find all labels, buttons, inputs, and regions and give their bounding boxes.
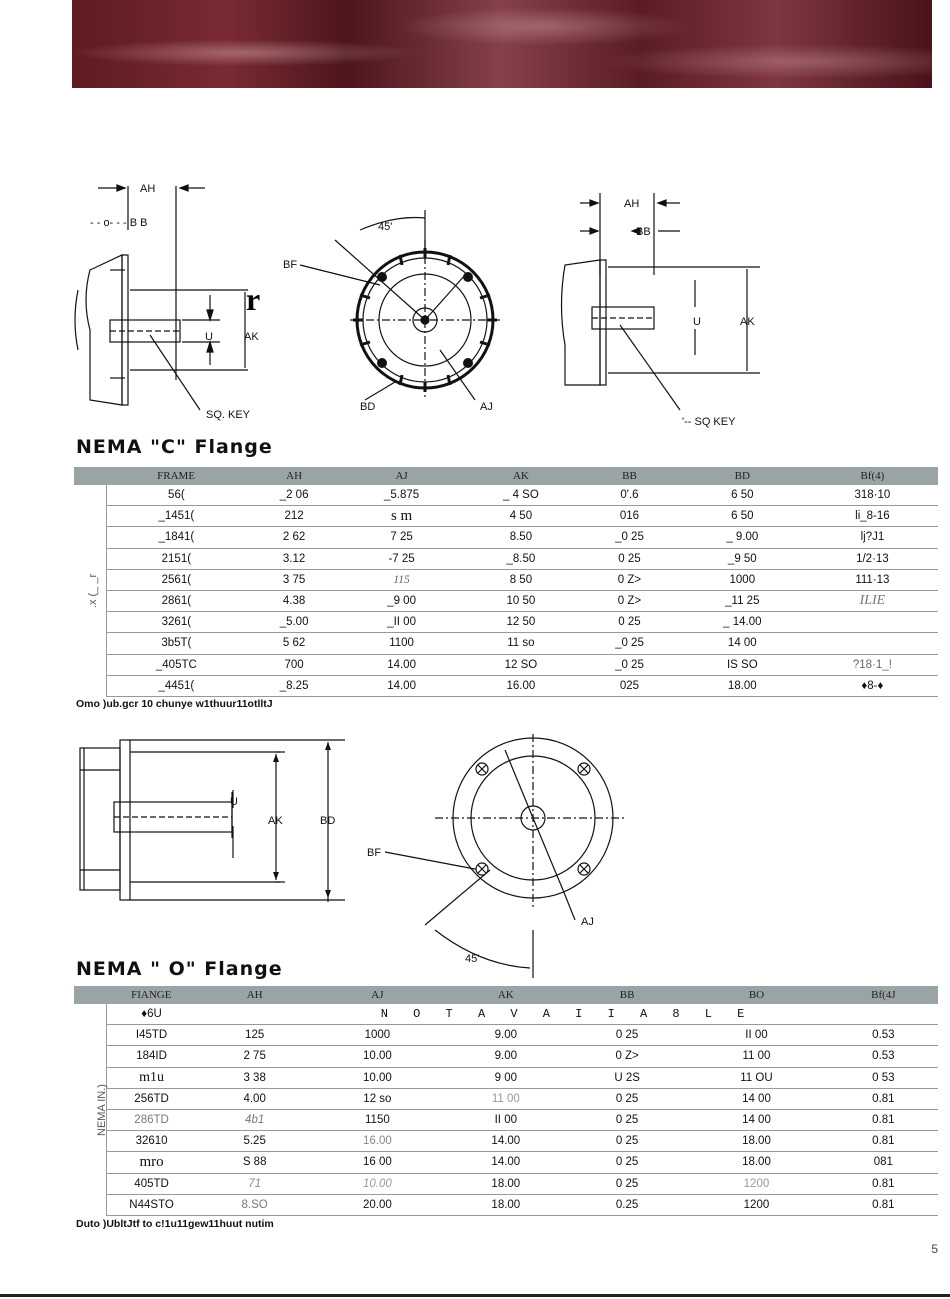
cell: 1100 (342, 633, 460, 654)
d-flange-rows (74, 1004, 938, 1215)
dim-aj-d: AJ (581, 916, 594, 928)
cell: 12 50 (461, 612, 581, 633)
cell: 2 75 (196, 1046, 313, 1067)
cell: 0 25 (570, 1152, 684, 1173)
cell: 0 25 (581, 548, 678, 569)
header-ah: AH (196, 986, 313, 1004)
cell: ♦6U (107, 1004, 197, 1025)
cell: _4451( (107, 675, 246, 696)
cell: 4 50 (461, 506, 581, 527)
cell: 2151( (107, 548, 246, 569)
cell: 2861( (107, 590, 246, 611)
cell: 8 50 (461, 569, 581, 590)
header-bf: Bf(4J (829, 986, 938, 1004)
cell: 0 25 (581, 612, 678, 633)
table-row (74, 612, 938, 633)
cell: -7 25 (342, 548, 460, 569)
cell: 11 OU (684, 1067, 829, 1088)
header-bb: BB (581, 467, 678, 485)
c-flange-title: NEMA "C" Flange (76, 436, 273, 458)
cell: 14 00 (684, 1109, 829, 1130)
header-bf: Bf(4) (807, 467, 938, 485)
cell: _ 14.00 (678, 612, 807, 633)
cell: 12 so (313, 1088, 441, 1109)
cell: 6 50 (678, 485, 807, 506)
table-row (74, 1131, 938, 1152)
cell: _II 00 (342, 612, 460, 633)
header-ah: AH (246, 467, 343, 485)
cell: 18.00 (442, 1194, 570, 1215)
cell: I45TD (107, 1025, 197, 1046)
c-flange-rows (74, 485, 938, 696)
table-row (74, 675, 938, 696)
dim-ak: AK (244, 331, 259, 343)
cell: 0 25 (570, 1109, 684, 1130)
cell: U 2S (570, 1067, 684, 1088)
cell: 8.SO (196, 1194, 313, 1215)
header-bb: BB (570, 986, 684, 1004)
cell: 125 (196, 1025, 313, 1046)
table-row (74, 548, 938, 569)
cell: 11 00 (684, 1046, 829, 1067)
d-flange-front-view (365, 730, 625, 980)
cell: 405TD (107, 1173, 197, 1194)
header-banner (72, 0, 932, 88)
cell: 12 SO (461, 654, 581, 675)
dim-ah-2: AH (624, 198, 640, 210)
table-row (74, 1194, 938, 1215)
table-row (74, 654, 938, 675)
cell: _0 25 (581, 654, 678, 675)
stray-mark: r (246, 281, 261, 317)
cell: 286TD (107, 1109, 197, 1130)
page-number: 5 (931, 1242, 938, 1256)
cell: _5.875 (342, 485, 460, 506)
d-flange-side-view (70, 730, 360, 910)
cell: _ 9.00 (678, 527, 807, 548)
cell: 56( (107, 485, 246, 506)
cell: 16 00 (313, 1152, 441, 1173)
cell: 18.00 (678, 675, 807, 696)
cell: 1000 (313, 1025, 441, 1046)
cell: 1150 (313, 1109, 441, 1130)
cell: 6 50 (678, 506, 807, 527)
header-ak: AK (461, 467, 581, 485)
cell: _0 25 (581, 633, 678, 654)
dim-angle-d: 45' (465, 953, 480, 965)
cell: 3b5T( (107, 633, 246, 654)
table-row (74, 485, 938, 506)
cell: 0.81 (829, 1088, 938, 1109)
cell: _8.50 (461, 548, 581, 569)
cell: II 00 (684, 1025, 829, 1046)
cell: 18.00 (442, 1173, 570, 1194)
cell: 32610 (107, 1131, 197, 1152)
cell: 2561( (107, 569, 246, 590)
cell: ?18·1_! (807, 654, 938, 675)
side-label-cell (74, 485, 107, 696)
cell: 212 (246, 506, 343, 527)
cell: ♦8-♦ (807, 675, 938, 696)
cell: 10.00 (313, 1046, 441, 1067)
cell: 14.00 (342, 654, 460, 675)
cell: 0.81 (829, 1131, 938, 1152)
cell: _ 4 SO (461, 485, 581, 506)
cell: 3261( (107, 612, 246, 633)
cell: 10.00 (313, 1173, 441, 1194)
cell: 2 62 (246, 527, 343, 548)
cell: _1451( (107, 506, 246, 527)
cell: 9.00 (442, 1046, 570, 1067)
side-label: NEMA IN.) (95, 1083, 108, 1136)
cell: 14.00 (442, 1152, 570, 1173)
dim-ah: AH (140, 183, 156, 195)
table-row (74, 527, 938, 548)
header-frame: FRAME (107, 467, 246, 485)
cell: 016 (581, 506, 678, 527)
cell: s m (342, 506, 460, 527)
cell: 9.00 (442, 1025, 570, 1046)
dim-angle: 45' (378, 221, 393, 233)
table-row (74, 1004, 938, 1025)
dim-u-d: U (230, 796, 238, 808)
cell: 0.81 (829, 1194, 938, 1215)
cell: _5.00 (246, 612, 343, 633)
cell: II 00 (442, 1109, 570, 1130)
dim-sq-key: SQ. KEY (206, 409, 251, 421)
table-row (74, 1025, 938, 1046)
cell: 111·13 (807, 569, 938, 590)
header-blank (74, 986, 107, 1004)
table-row (74, 506, 938, 527)
cell: _2 06 (246, 485, 343, 506)
cell: 1000 (678, 569, 807, 590)
cell: 18.00 (684, 1152, 829, 1173)
table-header-row (74, 986, 938, 1004)
cell: 20.00 (313, 1194, 441, 1215)
cell: _11 25 (678, 590, 807, 611)
cell: 025 (581, 675, 678, 696)
cell: 9 00 (442, 1067, 570, 1088)
table-row (74, 590, 938, 611)
cell: 18.00 (684, 1131, 829, 1152)
cell: 14.00 (442, 1131, 570, 1152)
dim-bd: BD (360, 401, 376, 413)
header-flange: FIANGE (107, 986, 197, 1004)
cell: S 88 (196, 1152, 313, 1173)
dim-bf-d: BF (367, 847, 382, 859)
cell: 0 Z> (581, 569, 678, 590)
cell: 0.81 (829, 1173, 938, 1194)
cell: li_8-16 (807, 506, 938, 527)
cell: 0 25 (570, 1173, 684, 1194)
cell: 256TD (107, 1088, 197, 1109)
dim-aj: AJ (480, 401, 493, 413)
cell: 0.81 (829, 1109, 938, 1130)
bottom-rule (0, 1294, 950, 1297)
cell: 3.12 (246, 548, 343, 569)
cell: 4.38 (246, 590, 343, 611)
dim-bb: - - o- - - B B (90, 217, 148, 229)
header-bo: BO (684, 986, 829, 1004)
cell: 0 25 (570, 1025, 684, 1046)
cell: 115 (342, 569, 460, 590)
cell: ILIE (807, 590, 938, 611)
cell: _9 00 (342, 590, 460, 611)
cell: 7 25 (342, 527, 460, 548)
cell: 10.00 (313, 1067, 441, 1088)
cell: 0.53 (829, 1025, 938, 1046)
dim-u: U (205, 331, 213, 343)
dim-bf: BF (283, 259, 298, 271)
cell (807, 612, 938, 633)
cell: 14 00 (684, 1088, 829, 1109)
cell: 0 25 (570, 1131, 684, 1152)
dim-ak-d: AK (268, 815, 283, 827)
cell: 11 00 (442, 1088, 570, 1109)
cell: 0'.6 (581, 485, 678, 506)
c-flange-footnote: Omo )ub.gcr 10 chunye w1thuur11otlltJ (76, 698, 273, 710)
cell: 5 62 (246, 633, 343, 654)
dim-bb-2: BB (636, 226, 651, 238)
side-label-cell (74, 1004, 107, 1215)
cell: N44STO (107, 1194, 197, 1215)
cell: _9 50 (678, 548, 807, 569)
dim-ak-2: AK (740, 316, 755, 328)
cell: 318·10 (807, 485, 938, 506)
cell: 0 53 (829, 1067, 938, 1088)
cell: 0.53 (829, 1046, 938, 1067)
cell: 14 00 (678, 633, 807, 654)
table-row (74, 1046, 938, 1067)
cell: 71 (196, 1173, 313, 1194)
cell: 3 75 (246, 569, 343, 590)
table-row (74, 569, 938, 590)
cell: 16.00 (313, 1131, 441, 1152)
cell: lj?J1 (807, 527, 938, 548)
cell: 700 (246, 654, 343, 675)
cell: m1u (107, 1067, 197, 1088)
cell: 4b1 (196, 1109, 313, 1130)
c-flange-side-view (70, 170, 270, 430)
c-flange-alt-side-view (550, 185, 770, 435)
cell: _1841( (107, 527, 246, 548)
side-label: .x (_ _r (87, 573, 100, 608)
table-row (74, 1088, 938, 1109)
table-row (74, 1152, 938, 1173)
cell: 11 so (461, 633, 581, 654)
d-flange-table (74, 986, 938, 1216)
cell: 16.00 (461, 675, 581, 696)
table-header-row (74, 467, 938, 485)
cell: 0 Z> (570, 1046, 684, 1067)
cell: 1200 (684, 1194, 829, 1215)
dim-bd-d: BD (320, 815, 336, 827)
header-ak: AK (442, 986, 570, 1004)
d-flange-footnote: Duto )UbltJtf to c!1u11gew11huut nutim (76, 1218, 274, 1230)
dim-sq-key-2: '-- SQ KEY (682, 416, 736, 428)
cell: 4.00 (196, 1088, 313, 1109)
header-blank (74, 467, 107, 485)
cell: 1/2·13 (807, 548, 938, 569)
header-bd: BD (678, 467, 807, 485)
cell: 0 25 (570, 1088, 684, 1109)
cell: 1200 (684, 1173, 829, 1194)
cell: 081 (829, 1152, 938, 1173)
header-aj: AJ (313, 986, 441, 1004)
table-row (74, 633, 938, 654)
table-row (74, 1067, 938, 1088)
cell: _405TC (107, 654, 246, 675)
cell (807, 633, 938, 654)
cell: 3 38 (196, 1067, 313, 1088)
cell: IS SO (678, 654, 807, 675)
cell: 184ID (107, 1046, 197, 1067)
cell: 8.50 (461, 527, 581, 548)
dim-u-2: U (693, 316, 701, 328)
table-row (74, 1173, 938, 1194)
cell: 14.00 (342, 675, 460, 696)
c-flange-table (74, 467, 938, 697)
header-aj: AJ (342, 467, 460, 485)
c-flange-front-view (280, 200, 510, 420)
cell: 0.25 (570, 1194, 684, 1215)
cell: 0 Z> (581, 590, 678, 611)
cell: _0 25 (581, 527, 678, 548)
cell: mro (107, 1152, 197, 1173)
not-available-cell: N O T A V A I I A 8 L E (196, 1004, 938, 1025)
cell: 10 50 (461, 590, 581, 611)
cell: _8.25 (246, 675, 343, 696)
table-row (74, 1109, 938, 1130)
cell: 5.25 (196, 1131, 313, 1152)
d-flange-title: NEMA " O" Flange (76, 958, 283, 980)
